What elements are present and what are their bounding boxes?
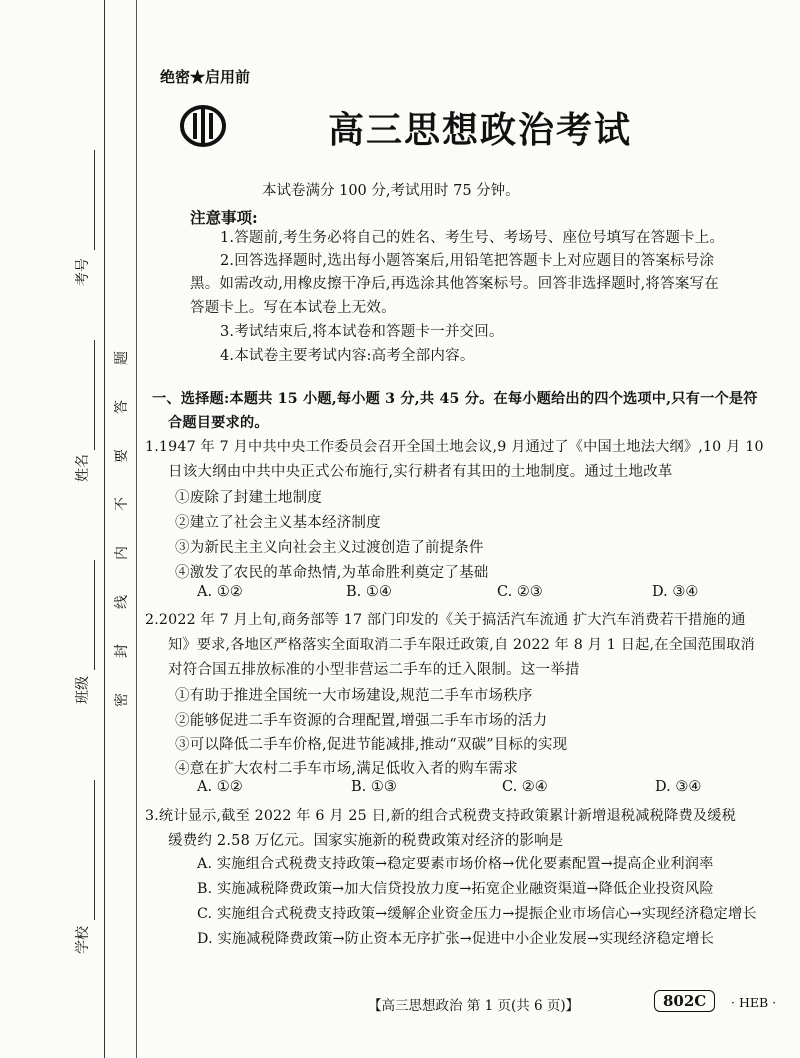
q2-option-a: A. ①② bbox=[197, 779, 243, 795]
q1-item: ①废除了封建土地制度 bbox=[175, 490, 322, 506]
q2-option-c: C. ②④ bbox=[502, 779, 548, 795]
footer-suffix: · HEB · bbox=[731, 995, 777, 1010]
q2-option-b: B. ①③ bbox=[351, 779, 397, 795]
q2-item: ①有助于推进全国统一大市场建设,规范二手车市场秩序 bbox=[175, 688, 533, 704]
notes-line: 1.答题前,考生务必将自己的姓名、考生号、考场号、座位号填写在答题卡上。 bbox=[220, 230, 725, 246]
q2-item: ③可以降低二手车价格,促进节能减排,推动“双碳”目标的实现 bbox=[175, 737, 568, 753]
exam-number-underline bbox=[94, 150, 95, 250]
q1-option-d: D. ③④ bbox=[652, 584, 699, 600]
seal-char: 答 bbox=[114, 400, 130, 414]
name-underline bbox=[94, 340, 95, 450]
notes-heading: 注意事项: bbox=[190, 208, 258, 227]
section-heading-cont: 合题目要求的。 bbox=[168, 415, 269, 431]
field-exam-number: 考号 bbox=[75, 258, 91, 286]
q1-option-c: C. ②③ bbox=[497, 584, 543, 600]
q1-stem: 日该大纲由中共中央正式公布施行,实行耕者有其田的土地制度。通过土地改革 bbox=[168, 464, 673, 480]
seal-char: 不 bbox=[114, 497, 130, 511]
q2-item: ④意在扩大农村二手车市场,满足低收入者的购车需求 bbox=[175, 761, 518, 777]
q3-option-d: D. 实施减税降费政策→防止资本无序扩张→促进中小企业发展→实现经济稳定增长 bbox=[197, 931, 715, 947]
field-name: 姓名 bbox=[75, 454, 91, 482]
notes-line: 4.本试卷主要考试内容:高考全部内容。 bbox=[220, 348, 475, 364]
notes-line: 3.考试结束后,将本试卷和答题卡一并交回。 bbox=[220, 324, 504, 340]
q1-option-a: A. ①② bbox=[197, 584, 243, 600]
school-underline bbox=[94, 780, 95, 920]
q1-item: ②建立了社会主义基本经济制度 bbox=[175, 515, 381, 531]
q2-stem: 知》要求,各地区严格落实全面取消二手车限迁政策,自 2022 年 8 月 1 日起,在全国范围取消 bbox=[168, 637, 755, 653]
binding-line bbox=[104, 0, 105, 1058]
field-class: 班级 bbox=[75, 676, 91, 704]
exam-code: 802C bbox=[654, 990, 715, 1012]
notes-line: 2.回答选择题时,选出每小题答案后,用铅笔把答题卡上对应题目的答案标号涂 bbox=[220, 253, 715, 269]
notes-line: 答题卡上。写在本试卷上无效。 bbox=[190, 300, 396, 316]
secret-label: 绝密★启用前 bbox=[160, 68, 251, 86]
notes-line: 黑。如需改动,用橡皮擦干净后,再选涂其他答案标号。回答非选择题时,将答案写在 bbox=[190, 276, 719, 292]
publisher-logo bbox=[178, 104, 228, 148]
q2-item: ②能够促进二手车资源的合理配置,增强二手车市场的活力 bbox=[175, 713, 548, 729]
exam-subtitle: 本试卷满分 100 分,考试用时 75 分钟。 bbox=[262, 183, 520, 199]
q3-stem: 3.统计显示,截至 2022 年 6 月 25 日,新的组合式税费支持政策累计新增退税减税降费及缓税 bbox=[145, 808, 736, 824]
q1-item: ④激发了农民的革命热情,为革命胜利奠定了基础 bbox=[175, 565, 489, 581]
seal-char: 封 bbox=[114, 644, 130, 658]
class-underline bbox=[94, 560, 95, 670]
seal-char: 题 bbox=[114, 351, 130, 365]
seal-char: 内 bbox=[114, 546, 130, 560]
seal-line bbox=[136, 0, 137, 1058]
q3-stem: 缓费约 2.58 万亿元。国家实施新的税费政策对经济的影响是 bbox=[168, 833, 564, 849]
q2-stem: 对符合国五排放标准的小型非营运二手车的迁入限制。这一举措 bbox=[168, 662, 580, 678]
q2-option-d: D. ③④ bbox=[655, 779, 702, 795]
page-title: 高三思想政治考试 bbox=[328, 109, 633, 151]
q3-option-a: A. 实施组合式税费支持政策→稳定要素市场价格→优化要素配置→提高企业利润率 bbox=[197, 856, 714, 872]
field-school: 学校 bbox=[75, 926, 91, 954]
seal-char: 密 bbox=[114, 693, 130, 707]
section-heading: 一、选择题:本题共 15 小题,每小题 3 分,共 45 分。在每小题给出的四个选项中,只有一个是符 bbox=[152, 391, 758, 407]
seal-char: 线 bbox=[114, 595, 130, 609]
q2-stem: 2.2022 年 7 月上旬,商务部等 17 部门印发的《关于搞活汽车流通 扩大汽车消费若干措施的通 bbox=[145, 612, 746, 628]
q1-stem: 1.1947 年 7 月中共中央工作委员会召开全国土地会议,9 月通过了《中国土地法大纲》,10 月 10 bbox=[145, 439, 764, 455]
q3-option-c: C. 实施组合式税费支持政策→缓解企业资金压力→提振企业市场信心→实现经济稳定增长 bbox=[197, 906, 757, 922]
q1-item: ③为新民主主义向社会主义过渡创造了前提条件 bbox=[175, 540, 484, 556]
q1-option-b: B. ①④ bbox=[346, 584, 392, 600]
q3-option-b: B. 实施减税降费政策→加大信贷投放力度→拓宽企业融资渠道→降低企业投资风险 bbox=[197, 881, 714, 897]
seal-char: 要 bbox=[114, 449, 130, 463]
page-info: 【高三思想政治 第 1 页(共 6 页)】 bbox=[368, 998, 580, 1014]
